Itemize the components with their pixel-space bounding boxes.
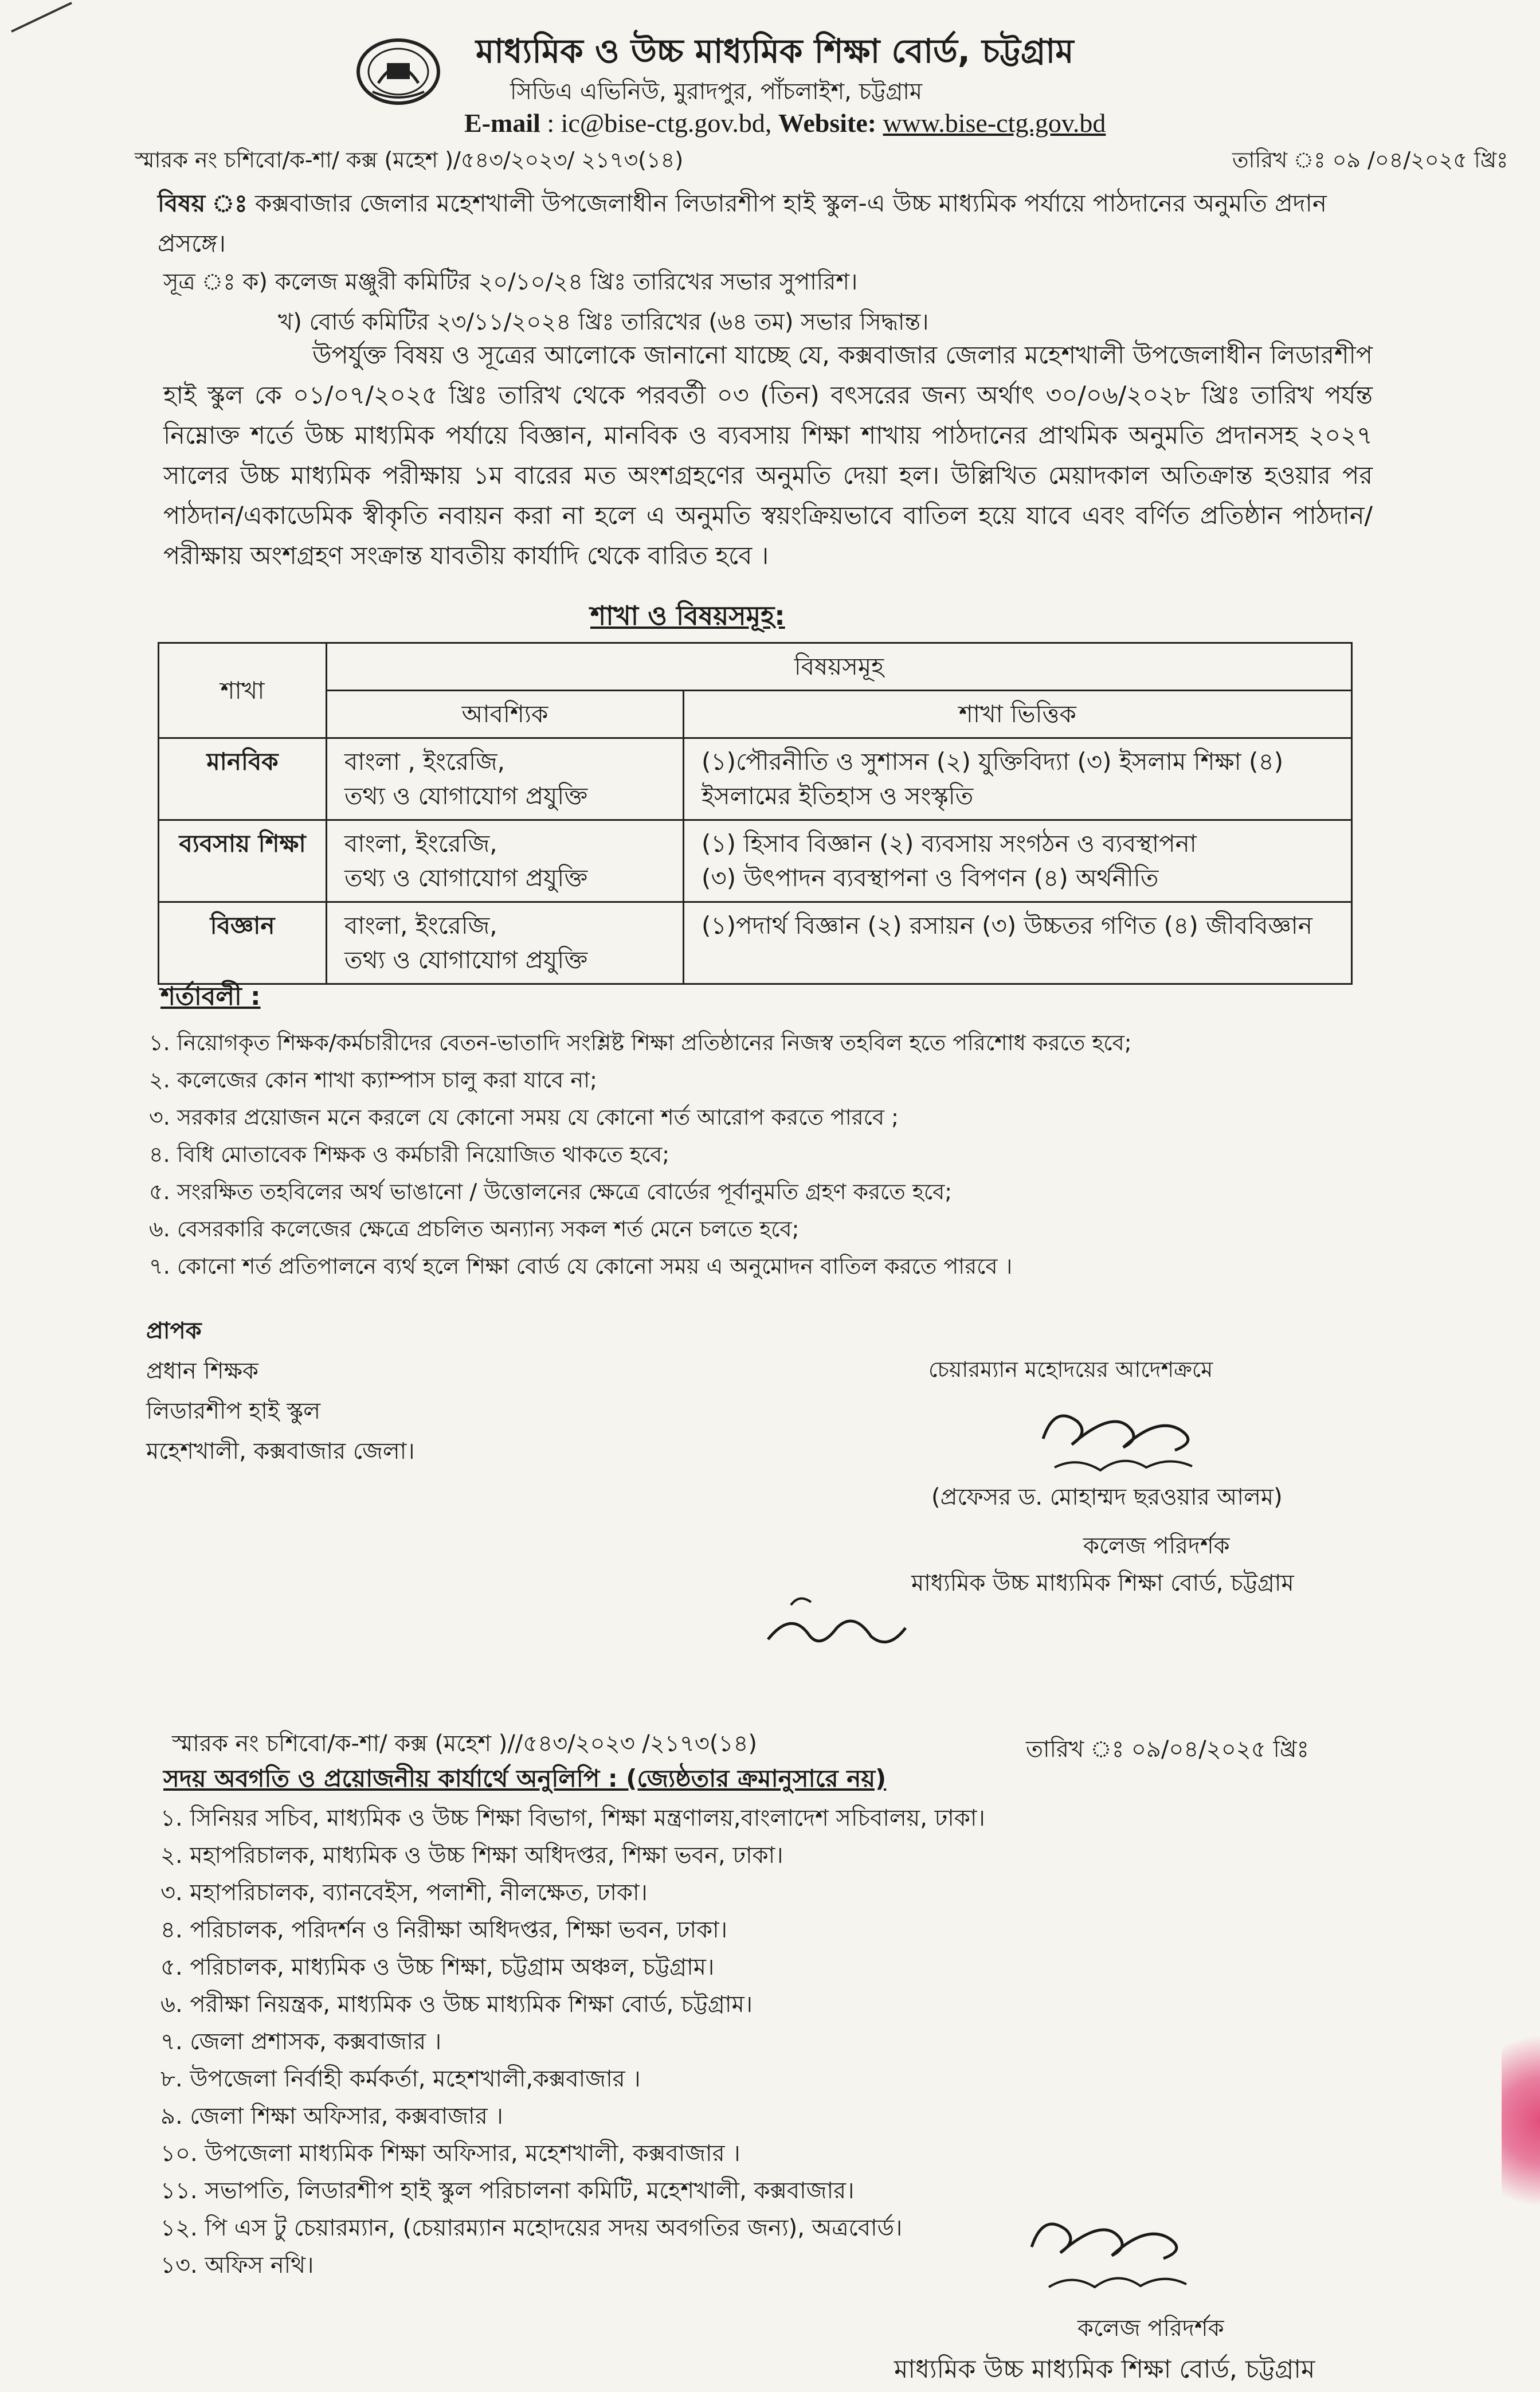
body-paragraph: উপর্যুক্ত বিষয় ও সূত্রের আলোকে জানানো যাচ্ছে যে, কক্সবাজার জেলার মহেশখালী উপজেলাধীন লিডারশীপ হাই স্কুল কে ০১/০৭/২০২৫ খ্রিঃ তারিখ থেকে পরবর্তী ০৩ (তিন) বৎসরের জন্য অর্থাৎ ৩০/০৬/২০২৮ খ্রিঃ তারিখ পর্যন্ত নিম্নোক্ত শর্তে উচ্চ মাধ্যমিক পর্যায়ে বিজ্ঞান, মানবিক ও ব্যবসায় শিক্ষা শাখায় পাঠদানের প্রাথমিক অনুমতি প্রদানসহ ২০২৭ সালের উচ্চ মাধ্যমিক পরীক্ষায় ১ম বারের মত অংশগ্রহণের অনুমতি দেয়া হল। উল্লিখিত মেয়াদকাল অতিক্রান্ত হওয়ার পর পাঠদান/একাডেমিক স্বীকৃতি নবায়ন করা না হলে এ অনুমতি স্বয়ংক্রিয়ভাবে বাতিল হয়ে যাবে এবং বর্ণিত প্রতিষ্ঠান পাঠদান/পরীক্ষায় অংশগ্রহণ সংক্রান্ত যাবতীয় কার্যাদি থেকে বারিত হবে । <box>163 341 1373 570</box>
signatory2-org: মাধ্যমিক উচ্চ মাধ্যমিক শিক্ষা বোর্ড, চট্টগ্রাম <box>894 2355 1315 2384</box>
compulsory-line: বাংলা, ইংরেজি, <box>344 911 497 939</box>
recipient-line: লিডারশীপ হাই স্কুল <box>146 1398 321 1424</box>
header-compulsory: আবশ্যিক <box>327 691 684 738</box>
compulsory-cell <box>327 902 684 984</box>
copy-date: তারিখ ঃ ০৯/০৪/২০২৫ খ্রিঃ <box>1026 1736 1309 1763</box>
table-row <box>159 820 1352 902</box>
compulsory-line: তথ্য ও যোগাযোগ প্রযুক্তি <box>344 782 588 810</box>
condition-item: ৫. সংরক্ষিত তহবিলের অর্থ ভাঙানো / উত্তোলনের ক্ষেত্রে বোর্ডের পূর্বানুমতি গ্রহণ করতে হবে; <box>149 1179 953 1204</box>
header-branch-based: শাখা ভিত্তিক <box>684 691 1352 738</box>
copy-item: ৫. পরিচালক, মাধ্যমিক ও উচ্চ শিক্ষা, চট্টগ্রাম অঞ্চল, চট্টগ্রাম। <box>160 1954 715 1980</box>
table-caption: শাখা ও বিষয়সমূহ: <box>590 600 785 631</box>
contact-line <box>464 108 1106 138</box>
table-row <box>159 902 1352 984</box>
recipient-line: প্রধান শিক্ষক <box>146 1358 258 1384</box>
subject-text: কক্সবাজার জেলার মহেশখালী উপজেলাধীন লিডারশীপ হাই স্কুল-এ উচ্চ মাধ্যমিক পর্যায়ে পাঠদানের অনুমতি প্রদান প্রসঙ্গে। <box>158 189 1327 257</box>
subjects-line: (১)পৌরনীতি ও সুশাসন (২) যুক্তিবিদ্যা (৩) ইসলাম শিক্ষা (৪) <box>702 747 1284 776</box>
compulsory-line: তথ্য ও যোগাযোগ প্রযুক্তি <box>344 946 588 974</box>
subjects-table <box>158 642 1353 985</box>
table-subheader-row <box>159 691 1352 738</box>
condition-item: ৪. বিধি মোতাবেক শিক্ষক ও কর্মচারী নিয়োজিত থাকতে হবে; <box>149 1142 670 1167</box>
compulsory-line: বাংলা , ইংরেজি, <box>344 747 506 776</box>
header-subjects: বিষয়সমূহ <box>327 643 1352 691</box>
memo-number: স্মারক নং চশিবো/ক-শা/ কক্স (মহেশ )/৫৪৩/২০২৩/ ২১৭৩(১৪) <box>135 147 684 173</box>
email-label: E-mail <box>464 108 540 138</box>
handwritten-signature <box>1032 1399 1221 1485</box>
subjects-cell <box>684 738 1352 820</box>
memo-date: তারিখ ঃ ০৯ /০৪/২০২৫ খ্রিঃ <box>1232 147 1508 173</box>
condition-item: ৩. সরকার প্রয়োজন মনে করলে যে কোনো সময় যে কোনো শর্ত আরোপ করতে পারবে ; <box>149 1105 899 1130</box>
copy-item: ১৩. অফিস নথি। <box>160 2252 314 2279</box>
copy-item: ৬. পরীক্ষা নিয়ন্ত্রক, মাধ্যমিক ও উচ্চ মাধ্যমিক শিক্ষা বোর্ড, চট্টগ্রাম। <box>160 1991 753 2018</box>
recipient-label: প্রাপক <box>146 1318 202 1344</box>
copy-title: সদয় অবগতি ও প্রয়োজনীয় কার্যার্থে অনুলিপি : (জ্যেষ্ঠতার ক্রমানুসারে নয়) <box>163 1764 887 1792</box>
header-branch: শাখা <box>159 643 327 738</box>
signatory-name: (প্রফেসর ড. মোহাম্মদ ছরওয়ার আলম) <box>931 1484 1283 1510</box>
compulsory-line: বাংলা, ইংরেজি, <box>344 829 497 858</box>
copy-item: ১০. উপজেলা মাধ্যমিক শিক্ষা অফিসার, মহেশখালী, কক্সবাজার । <box>160 2140 740 2167</box>
org-address: সিডিএ এভিনিউ, মুরাদপুর, পাঁচলাইশ, চট্টগ্রাম <box>510 79 923 105</box>
condition-item: ২. কলেজের কোন শাখা ক্যাম্পাস চালু করা যাবে না; <box>149 1067 597 1093</box>
compulsory-cell <box>327 738 684 820</box>
copy-item: ৯. জেলা শিক্ষা অফিসার, কক্সবাজার । <box>160 2103 503 2129</box>
recipient-line: মহেশখালী, কক্সবাজার জেলা। <box>146 1438 415 1465</box>
copy-item: ৪. পরিচালক, পরিদর্শন ও নিরীক্ষা অধিদপ্তর, শিক্ষা ভবন, ঢাকা। <box>160 1917 728 1943</box>
condition-item: ৭. কোনো শর্ত প্রতিপালনে ব্যর্থ হলে শিক্ষা বোর্ড যে কোনো সময় এ অনুমোদন বাতিল করতে পারবে । <box>149 1254 1013 1279</box>
board-logo <box>355 29 441 115</box>
signatory-role: কলেজ পরিদর্শক <box>1083 1533 1230 1559</box>
website-label: Website: <box>778 108 877 138</box>
copy-item: ৩. মহাপরিচালক, ব্যানবেইস, পলাশী, নীলক্ষেত, ঢাকা। <box>160 1880 648 1906</box>
condition-item: ১. নিয়োগকৃত শিক্ষক/কর্মচারীদের বেতন-ভাতাদি সংশ্লিষ্ট শিক্ষা প্রতিষ্ঠানের নিজস্ব তহবিল হতে পরিশোধ করতে হবে; <box>149 1030 1132 1055</box>
compulsory-cell <box>327 820 684 902</box>
handwritten-signature-2 <box>1020 2207 1204 2304</box>
reference-b: খ) বোর্ড কমিটির ২৩/১১/২০২৪ খ্রিঃ তারিখের (৬৪ তম) সভার সিদ্ধান্ত। <box>278 309 929 335</box>
copy-item: ৮. উপজেলা নির্বাহী কর্মকর্তা, মহেশখালী,কক্সবাজার । <box>160 2066 641 2092</box>
reference-a: সূত্র ঃ ক) কলেজ মঞ্জুরী কমিটির ২০/১০/২৪ খ্রিঃ তারিখের সভার সুপারিশ। <box>163 269 858 295</box>
branch-cell: ব্যবসায় শিক্ষা <box>159 820 327 902</box>
signatory-org: মাধ্যমিক উচ্চ মাধ্যমিক শিক্ষা বোর্ড, চট্টগ্রাম <box>911 1570 1294 1596</box>
subject-line <box>158 183 1378 264</box>
subject-label: বিষয় ঃ <box>158 189 248 217</box>
condition-item: ৬. বেসরকারি কলেজের ক্ষেত্রে প্রচলিত অন্যান্য সকল শর্ত মেনে চলতে হবে; <box>149 1216 800 1242</box>
email-value: : ic@bise-ctg.gov.bd, <box>547 108 772 138</box>
subjects-line: ইসলামের ইতিহাস ও সংস্কৃতি <box>702 782 974 810</box>
conditions-title: শর্তাবলী : <box>160 982 261 1011</box>
table-row <box>159 738 1352 820</box>
signatory2-role: কলেজ পরিদর্শক <box>1077 2315 1224 2342</box>
branch-cell: বিজ্ঞান <box>159 902 327 984</box>
signature-order: চেয়ারম্যান মহোদয়ের আদেশক্রমে <box>928 1357 1213 1382</box>
handwritten-initials <box>757 1588 917 1668</box>
seal-stamp-edge <box>1502 2006 1540 2236</box>
copy-item: ১১. সভাপতি, লিডারশীপ হাই স্কুল পরিচালনা কমিটি, মহেশখালী, কক্সবাজার। <box>160 2178 855 2204</box>
copy-memo-number: স্মারক নং চশিবো/ক-শা/ কক্স (মহেশ )//৫৪৩/২০২৩ /২১৭৩(১৪) <box>172 1731 757 1757</box>
org-name: মাধ্যমিক ও উচ্চ মাধ্যমিক শিক্ষা বোর্ড, চট্টগ্রাম <box>476 32 1074 71</box>
subjects-line: (১)পদার্থ বিজ্ঞান (২) রসায়ন (৩) উচ্চতর গণিত (৪) জীববিজ্ঞান <box>702 911 1312 939</box>
copy-item: ১. সিনিয়র সচিব, মাধ্যমিক ও উচ্চ শিক্ষা বিভাগ, শিক্ষা মন্ত্রণালয়,বাংলাদেশ সচিবালয়, ঢাকা। <box>160 1805 985 1831</box>
branch-cell: মানবিক <box>159 738 327 820</box>
corner-fold-mark <box>9 0 77 34</box>
subjects-line: (৩) উৎপাদন ব্যবস্থাপনা ও বিপণন (৪) অর্থনীতি <box>702 864 1159 892</box>
compulsory-line: তথ্য ও যোগাযোগ প্রযুক্তি <box>344 864 588 892</box>
copy-item: ২. মহাপরিচালক, মাধ্যমিক ও উচ্চ শিক্ষা অধিদপ্তর, শিক্ষা ভবন, ঢাকা। <box>160 1842 783 1869</box>
table-header-row <box>159 643 1352 691</box>
subjects-cell <box>684 820 1352 902</box>
subjects-line: (১) হিসাব বিজ্ঞান (২) ব্যবসায় সংগঠন ও ব্যবস্থাপনা <box>702 829 1197 858</box>
website-link[interactable]: www.bise-ctg.gov.bd <box>883 108 1106 138</box>
copy-item: ১২. পি এস টু চেয়ারম্যান, (চেয়ারম্যান মহোদয়ের সদয় অবগতির জন্য), অত্রবোর্ড। <box>160 2215 903 2241</box>
subjects-cell <box>684 902 1352 984</box>
copy-item: ৭. জেলা প্রশাসক, কক্সবাজার । <box>160 2029 442 2055</box>
